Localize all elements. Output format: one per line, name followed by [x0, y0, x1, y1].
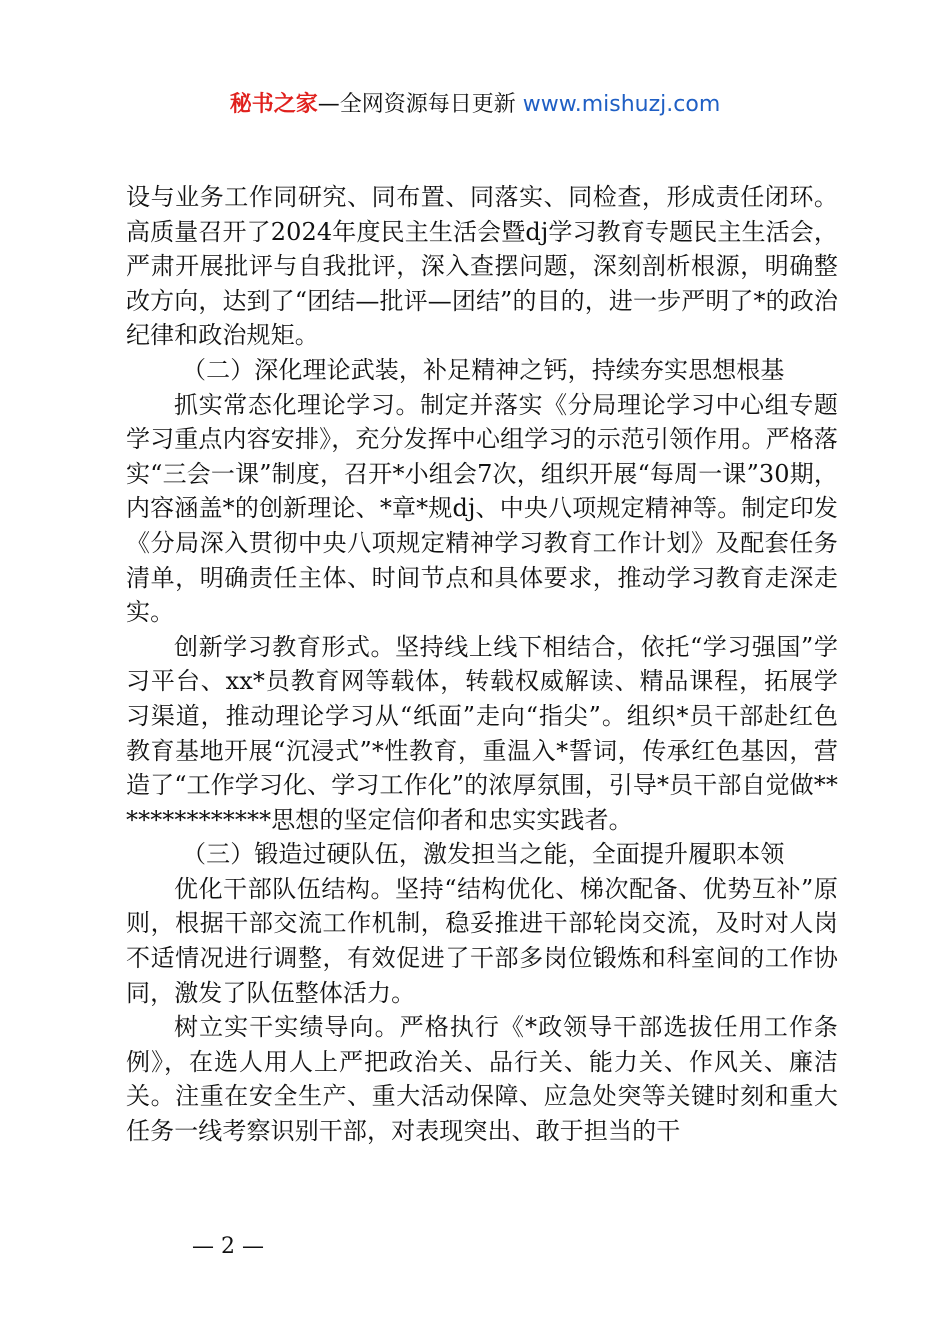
brand-name: 秘书之家 — [229, 92, 318, 117]
paragraph-continuation: 设与业务工作同研究、同布置、同落实、同检查，形成责任闭环。高质量召开了2024年度民主生活会暨dj学习教育专题民主生活会，严肃开展批评与自我批评，深入查摆问题，深刻剖析根源，明确整改方向，达到了“团结—批评—团结”的目的，进一步严明了*的政治纪律和政治规矩。 — [126, 183, 838, 350]
paragraph-learning-forms: 创新学习教育形式。坚持线上线下相结合，依托“学习强国”学习平台、xx*员教育网等载体，转载权威解读、精品课程，拓展学习渠道，推动理论学习从“纸面”走向“指尖”。组织*员干部赴红色教育基地开展“沉浸式”*性教育，重温入*誓词，传承红色基因，营造了“工作学习化、学习工作化”的浓厚氛围，引导*员干部自觉做**************思想的坚定信仰者和忠实实践者。 — [126, 632, 838, 834]
document-body — [126, 180, 838, 1149]
paragraph-theory-study: 抓实常态化理论学习。制定并落实《分局理论学习中心组专题学习重点内容安排》，充分发挥中心组学习的示范引领作用。严格落实“三会一课”制度，召开*小组会7次，组织开展“每周一课”30期，内容涵盖*的创新理论、*章*规dj、中央八项规定精神等。制定印发《分局深入贯彻中央八项规定精神学习教育工作计划》及配套任务清单，明确责任主体、时间节点和具体要求，推动学习教育走深走实。 — [126, 390, 838, 627]
site-header — [0, 88, 950, 122]
section-heading-3: （三）锻造过硬队伍，激发担当之能，全面提升履职本领 — [182, 840, 785, 869]
site-url-link[interactable]: www.mishuzj.com — [522, 92, 721, 117]
paragraph-team-structure: 优化干部队伍结构。坚持“结构优化、梯次配备、优势互补”原则，根据干部交流工作机制，稳妥推进干部轮岗交流，及时对人岗不适情况进行调整，有效促进了干部多岗位锻炼和科室间的工作协同，激发了队伍整体活力。 — [126, 874, 838, 1007]
section-heading-2: （二）深化理论武装，补足精神之钙，持续夯实思想根基 — [182, 355, 785, 384]
paragraph-performance-orientation: 树立实干实绩导向。严格执行《*政领导干部选拔任用工作条例》，在选人用人上严把政治关、品行关、能力关、作风关、廉洁关。注重在安全生产、重大活动保障、应急处突等关键时刻和重大任务一线考察识别干部，对表现突出、敢于担当的干 — [126, 1013, 838, 1146]
header-tagline: —全网资源每日更新 — [317, 92, 516, 117]
page-number: — 2 — — [192, 1234, 264, 1259]
